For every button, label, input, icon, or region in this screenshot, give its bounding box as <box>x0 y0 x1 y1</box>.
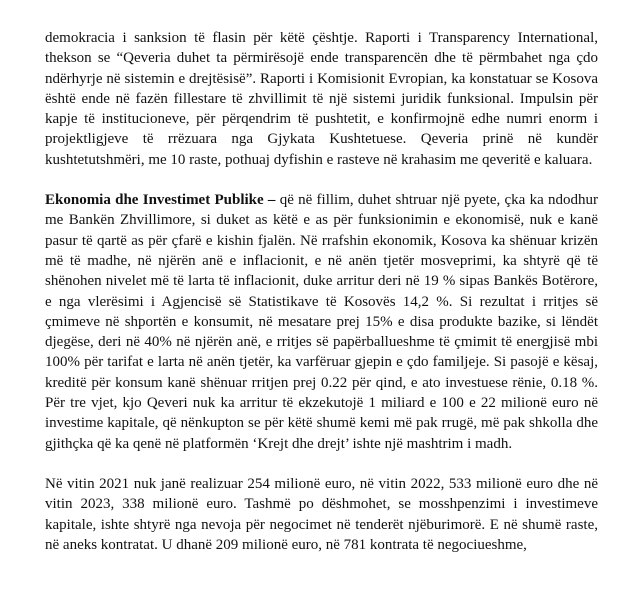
section-heading-economy: Ekonomia dhe Investimet Publike – <box>45 192 276 209</box>
paragraph-text: Në vitin 2021 nuk janë realizuar 254 milionë euro, në vitin 2022, 533 milionë euro dhe në vitin 2023, 338 milionë euro. Tashmë po dëshmohet, se mosshpenzimi i investimeve kapitale, ishte shtyrë nga nevoja për negocimet në tenderët njëburimorë. E në shumë raste, në aneks kontratat. U dhanë 209 milionë euro, në 781 kontrata të negociueshme, <box>45 475 598 553</box>
paragraph-text: që në fillim, duhet shtruar një pyete, çka ka ndodhur me Bankën Zhvillimore, si duket as këtë e as për funksionimin e ekonomisë, nuk e kanë pasur të qartë as për çfarë e kishin fjalën. Në rrafshin ekonomik, Kosova ka shënuar krizën më të madhe, në njërën anë e inflacionit, e në anën tjetër mosveprimi, ka shtyrë që të shënohen nivelet më të larta të inflacionit, duke arritur deri në 19 % sipas Bankës Botërore, e nga vlerësimi i Agjencisë së Statistikave të Kosovës 14,2 %. Si rezultat i rritjes së çmimeve në shportën e konsumit, në mesatare prej 15% e disa produkte bazike, si lëndët djegëse, deri në 40% në njërën anë, e rritjes së papërballueshme të çmimit të energjisë mbi 100% për tarifat e larta në anën tjetër, ka varfëruar gjepin e çdo familjeje. Si pasojë e kësaj, kreditë për konsum kanë shënuar rritjen prej 0.22 për qind, e ato investuese rënie, 0.18 %. Për tre vjet, kjo Qeveri nuk ka arritur të ekzekutojë 1 miliard e 100 e 22 milionë euro në investime kapitale, që nënkupton se për këtë shumë kemi më pak rrugë, më pak shkolla dhe gjithçka që ka qenë në platformën ‘Krejt dhe drejt’ ishte një mashtrim i madh. <box>45 192 598 452</box>
paragraph-economy <box>45 190 598 454</box>
paragraph-rule-of-law <box>45 28 598 170</box>
paragraph-capital-investments <box>45 474 598 555</box>
paragraph-text: demokracia i sanksion të flasin për këtë çështje. Raporti i Transparency International, thekson se “Qeveria duhet ta përmirësojë ende transparencën dhe të përmbahet nga çdo ndërhyrje në sistemin e drejtësisë”. Raporti i Komisionit Evropian, ka konstatuar se Kosova është ende në fazën fillestare të zhvillimit të një sistemi juridik funksional. Impulsin për kapje të institucioneve, për përqendrim të pushtetit, e konfirmojnë edhe numri enorm i projektligjeve të rrëzuara nga Gjykata Kushtetuese. Qeveria prinë në kundër kushtetutshmëri, me 10 raste, pothuaj dyfishin e rasteve në krahasim me qeveritë e kaluara. <box>45 30 598 168</box>
